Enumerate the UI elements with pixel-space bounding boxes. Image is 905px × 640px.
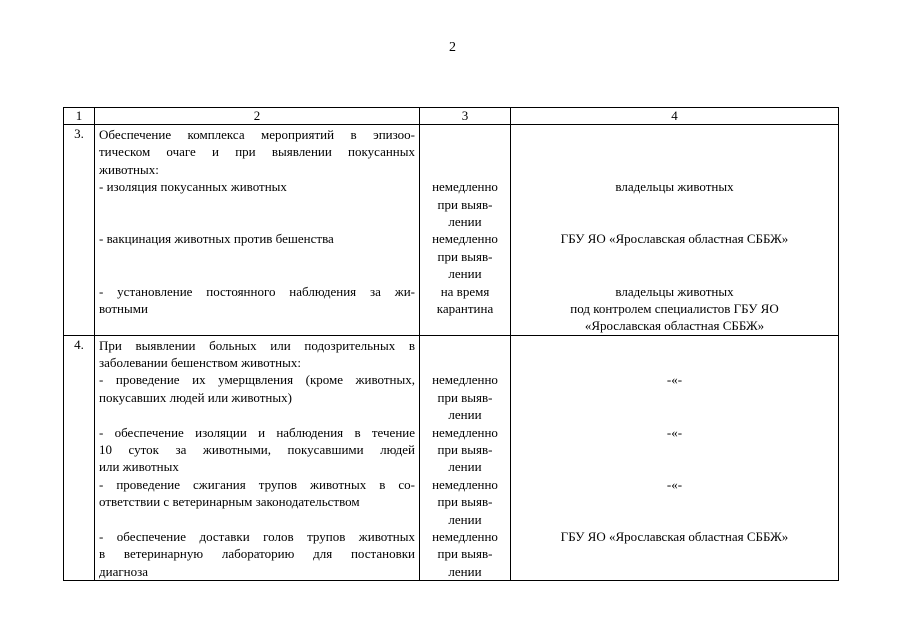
- term-text-line: карантина: [436, 300, 494, 316]
- measures-table: [63, 107, 839, 581]
- measure-text-line: - обеспечение изоляции и наблюдения в течение: [99, 424, 415, 440]
- table-row: [64, 125, 839, 336]
- responsible-cell: [511, 125, 839, 336]
- table-header-row: [64, 108, 839, 125]
- measure-text-line: или животных: [99, 459, 179, 475]
- measure-text-line: - проведение их умерщвления (кроме животных,: [99, 372, 415, 388]
- responsible-cell: [511, 335, 839, 580]
- measure-text-line: - изоляция покусанных животных: [99, 179, 287, 195]
- term-text-line: на время: [440, 283, 490, 299]
- term-text-line: лении: [448, 407, 482, 423]
- term-cell: [420, 125, 511, 336]
- row-number: 3.: [64, 125, 95, 336]
- column-header-4: 4: [511, 108, 839, 125]
- term-text-line: немедленно: [432, 424, 498, 440]
- column-header-1: 1: [64, 108, 95, 125]
- term-text-line: лении: [448, 213, 482, 229]
- measure-text-line: тическом очаге и при выявлении покусанных: [99, 144, 415, 160]
- term-text-line: немедленно: [432, 528, 498, 544]
- measure-text-line: животных:: [99, 161, 159, 177]
- responsible-text-line: «Ярославская областная СББЖ»: [584, 318, 765, 334]
- term-text-line: лении: [448, 563, 482, 579]
- measure-text-line: заболевании бешенством животных:: [99, 355, 301, 371]
- term-text-line: при выяв-: [437, 389, 493, 405]
- responsible-text-line: ГБУ ЯО «Ярославская областная СББЖ»: [560, 528, 789, 544]
- measure-text-line: - установление постоянного наблюдения за жи-: [99, 283, 415, 299]
- term-text-line: немедленно: [432, 231, 498, 247]
- measure-text-line: в ветеринарную лабораторию для постановки: [99, 546, 415, 562]
- row-number: 4.: [64, 335, 95, 580]
- measure-cell: [95, 335, 420, 580]
- term-text-line: при выяв-: [437, 248, 493, 264]
- responsible-text-line: ГБУ ЯО «Ярославская областная СББЖ»: [560, 231, 789, 247]
- term-text-line: лении: [448, 511, 482, 527]
- term-text-line: немедленно: [432, 179, 498, 195]
- measure-text-line: При выявлении больных или подозрительных в: [99, 337, 415, 353]
- responsible-text-line: владельцы животных: [615, 179, 734, 195]
- measure-text-line: - обеспечение доставки голов трупов животных: [99, 528, 415, 544]
- term-text-line: при выяв-: [437, 442, 493, 458]
- column-header-3: 3: [420, 108, 511, 125]
- responsible-text-line: под контролем специалистов ГБУ ЯО: [570, 300, 779, 316]
- page-number: 2: [449, 40, 456, 55]
- measure-text-line: вотными: [99, 300, 148, 316]
- term-text-line: при выяв-: [437, 196, 493, 212]
- measure-text-line: Обеспечение комплекса мероприятий в эпизоо-: [99, 127, 415, 142]
- term-text-line: немедленно: [432, 476, 498, 492]
- measure-text-line: - проведение сжигания трупов животных в со-: [99, 476, 415, 492]
- responsible-text-line: -«-: [666, 424, 683, 440]
- measure-text-line: - вакцинация животных против бешенства: [99, 231, 334, 247]
- measure-cell: [95, 125, 420, 336]
- measure-text-line: ответствии с ветеринарным законодательством: [99, 494, 360, 510]
- responsible-text-line: -«-: [666, 476, 683, 492]
- term-text-line: лении: [448, 266, 482, 282]
- responsible-text-line: владельцы животных: [615, 283, 734, 299]
- term-text-line: при выяв-: [437, 546, 493, 562]
- measure-text-line: диагноза: [99, 563, 149, 579]
- term-text-line: при выяв-: [437, 494, 493, 510]
- measure-text-line: покусавших людей или животных): [99, 389, 292, 405]
- column-header-2: 2: [95, 108, 420, 125]
- responsible-text-line: -«-: [666, 372, 683, 388]
- term-cell: [420, 335, 511, 580]
- term-text-line: лении: [448, 459, 482, 475]
- table-row: [64, 335, 839, 580]
- measure-text-line: 10 суток за животными, покусавшими людей: [99, 442, 415, 458]
- term-text-line: немедленно: [432, 372, 498, 388]
